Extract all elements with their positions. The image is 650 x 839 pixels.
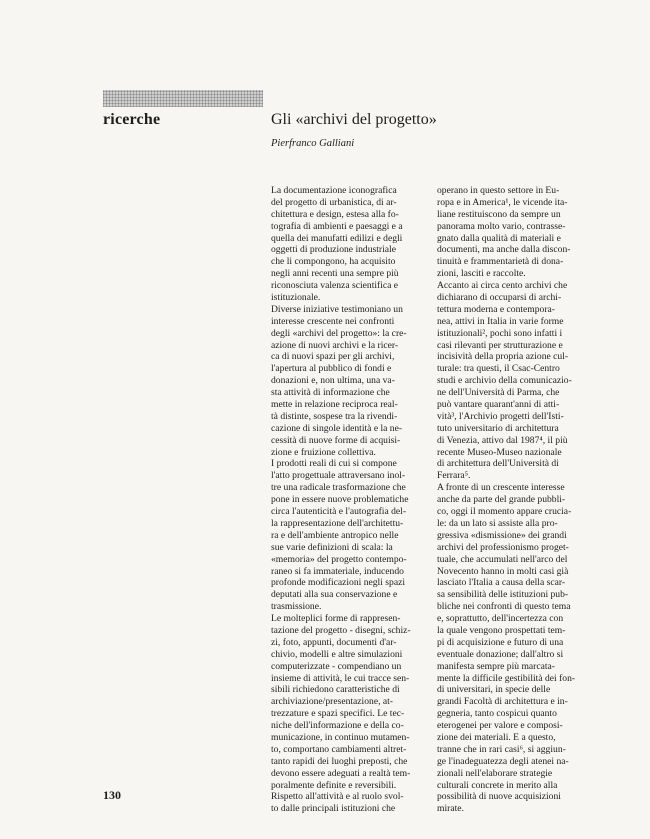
- text-line: che li compongono, ha acquisito: [271, 256, 396, 268]
- text-line: tà distinte, sospese tra la rivendi-: [271, 410, 398, 422]
- text-line: tuale, che accumulati nell'arco del: [437, 553, 568, 565]
- text-line: operano in questo settore in Eu-: [437, 185, 560, 196]
- text-line: profonde modificazioni negli spazi: [271, 577, 406, 589]
- text-line: chitettura e design, estesa alla fo-: [271, 208, 399, 220]
- text-line: zione dei materiali. E a questo,: [437, 731, 556, 743]
- text-line: to dalle principali istituzioni che: [271, 803, 396, 815]
- text-line: ra e dell'ambiente antropico nelle: [271, 529, 399, 541]
- text-line: zione e fruizione collettiva.: [271, 446, 376, 458]
- text-line: dichiarano di occuparsi di archi-: [437, 292, 562, 304]
- text-line: eterogenei per valore e composi-: [437, 720, 563, 732]
- text-line: casi rilevanti per strutturazione e: [437, 339, 563, 351]
- text-line: gressiva «dismissione» dei grandi: [437, 529, 567, 541]
- text-line: Ferrara⁵.: [437, 470, 471, 482]
- page-number: 130: [103, 788, 121, 802]
- text-line: gnato dalla qualità di materiali e: [437, 232, 561, 244]
- text-line: nea, attivi in Italia in varie forme: [437, 315, 564, 327]
- section-label: ricerche: [103, 111, 161, 128]
- text-line: cessità di nuove forme di acquisi-: [271, 434, 401, 446]
- article-author: Pierfranco Galliani: [271, 138, 355, 149]
- text-line: recente Museo-Museo nazionale: [437, 446, 562, 458]
- text-line: niche dell'informazione e della co-: [271, 720, 404, 732]
- text-line: Novecento hanno in molti casi già: [437, 565, 569, 577]
- text-line: Diverse iniziative testimoniano un: [271, 303, 403, 315]
- text-line: panorama molto vario, contrasse-: [437, 220, 566, 232]
- text-line: lasciato l'Italia a causa della scar-: [437, 577, 566, 589]
- text-column-left: [271, 185, 431, 815]
- text-column-right: [437, 185, 597, 815]
- text-line: le: da un lato si assiste alla pro-: [437, 517, 558, 529]
- text-line: l'apertura al pubblico di fondi e: [271, 363, 392, 375]
- text-line: del progetto di urbanistica, di ar-: [271, 196, 397, 208]
- text-line: l'atto progettuale attraversano inol-: [271, 470, 406, 482]
- text-line: I prodotti reali di cui si compone: [271, 458, 397, 470]
- text-line: la rappresentazione dell'architettu-: [271, 517, 404, 529]
- text-line: zioni, lasciti e raccolte.: [437, 268, 526, 280]
- text-line: tazione del progetto - disegni, schiz-: [271, 624, 411, 636]
- text-line: vità³, l'Archivio progetti dell'Isti-: [437, 410, 564, 422]
- text-line: turale: tra questi, il Csac-Centro: [437, 363, 560, 375]
- text-line: anche da parte del grande pubbli-: [437, 494, 566, 506]
- text-line: zionali nell'elaborare strategie: [437, 767, 553, 779]
- text-line: tografia di ambienti e paesaggi e a: [271, 220, 403, 232]
- text-line: ropa e in America¹, le vicende ita-: [437, 196, 568, 208]
- text-line: poralmente definite e reversibili.: [271, 779, 397, 791]
- text-line: interesse crescente nei confronti: [271, 315, 395, 327]
- text-line: degli «archivi del progetto»: la cre-: [271, 327, 407, 339]
- text-line: donazioni e, non ultima, una va-: [271, 375, 395, 387]
- text-line: grandi Facoltà di architettura e in-: [437, 696, 568, 708]
- text-line: incisività della propria azione cul-: [437, 351, 569, 363]
- text-line: tinuità e frammentarietà di dona-: [437, 256, 564, 268]
- text-line: mente la difficile gestibilità dei fon-: [437, 672, 576, 684]
- text-line: zi, foto, appunti, documenti d'ar-: [271, 636, 397, 648]
- text-line: archiviazione/presentazione, at-: [271, 696, 393, 708]
- text-line: liane restituiscono da sempre un: [437, 208, 561, 220]
- text-line: possibilità di nuove acquisizioni: [437, 791, 561, 803]
- text-line: Rispetto all'attività e al ruolo svol-: [271, 791, 404, 803]
- text-line: e, soprattutto, dell'incertezza con: [437, 613, 564, 625]
- text-line: trasmissione.: [271, 601, 322, 613]
- text-line: computerizzate - compendiano un: [271, 660, 402, 672]
- text-line: tranne che in rari casi⁶, si aggiun-: [437, 743, 566, 755]
- text-line: devono essere adeguati a realtà tem-: [271, 767, 411, 779]
- text-line: manifesta sempre più marcata-: [437, 660, 556, 672]
- text-line: archivi del professionismo proget-: [437, 541, 569, 553]
- text-line: «memoria» del progetto contempo-: [271, 553, 407, 565]
- text-line: negli anni recenti una sempre più: [271, 268, 399, 280]
- text-line: cazione di singole identità e la ne-: [271, 422, 403, 434]
- text-line: bliche nei confronti di questo tema: [437, 601, 571, 613]
- text-line: to, comportano cambiamenti altret-: [271, 743, 407, 755]
- text-line: la quale vengono prospettati tem-: [437, 624, 566, 636]
- text-line: gegneria, tanto cospicui quanto: [437, 708, 557, 720]
- text-line: Accanto ai circa cento archivi che: [437, 280, 568, 292]
- text-line: ca di nuovi spazi per gli archivi,: [271, 351, 395, 363]
- text-line: deputati alla sua conservazione e: [271, 589, 398, 601]
- text-line: ne dell'Università di Parma, che: [437, 387, 560, 399]
- text-line: tre una radicale trasformazione che: [271, 482, 406, 494]
- text-line: di universitari, in specie delle: [437, 684, 551, 696]
- text-line: insieme di attività, le cui tracce sen-: [271, 672, 410, 684]
- text-line: pone in essere nuove problematiche: [271, 494, 409, 506]
- text-line: A fronte di un crescente interesse: [437, 482, 565, 494]
- text-line: istituzionali², pochi sono infatti i: [437, 327, 563, 339]
- text-line: La documentazione iconografica: [271, 185, 397, 196]
- text-line: documenti, ma anche dalla discon-: [437, 244, 571, 256]
- text-line: azione di nuovi archivi e la ricer-: [271, 339, 399, 351]
- text-line: municazione, in continuo mutamen-: [271, 731, 410, 743]
- article-title: Gli «archivi del progetto»: [271, 111, 437, 128]
- text-line: sta attività di informazione che: [271, 387, 390, 399]
- text-line: oggetti di produzione industriale: [271, 244, 396, 256]
- section-banner: [103, 90, 263, 107]
- text-line: Le molteplici forme di rappresen-: [271, 613, 401, 625]
- text-line: trezzature e spazi specifici. Le tec-: [271, 708, 405, 720]
- text-line: chivio, modelli e altre simulazioni: [271, 648, 403, 660]
- text-line: mirate.: [437, 803, 464, 815]
- text-line: eventuale donazione; dall'altro si: [437, 648, 564, 660]
- text-line: circa l'autenticità e l'autografia del-: [271, 506, 407, 518]
- text-line: riconosciuta valenza scientifica e: [271, 280, 399, 292]
- text-line: tanto rapidi dei luoghi preposti, che: [271, 755, 408, 767]
- text-line: di architettura dell'Università di: [437, 458, 559, 470]
- text-line: culturali concrete in merito alla: [437, 779, 558, 791]
- text-line: sa sensibilità delle istituzioni pub-: [437, 589, 569, 601]
- text-line: co, oggi il momento appare crucia-: [437, 506, 572, 518]
- text-line: raneo si fa immateriale, inducendo: [271, 565, 404, 577]
- text-line: sue varie definizioni di scala: la: [271, 541, 393, 553]
- text-line: quella dei manufatti edilizi e degli: [271, 232, 403, 244]
- text-line: istituzionale.: [271, 292, 321, 304]
- text-line: tettura moderna e contempora-: [437, 303, 556, 315]
- text-line: ge l'inadeguatezza degli atenei na-: [437, 755, 569, 767]
- text-line: tuto universitario di architettura: [437, 422, 559, 434]
- text-line: studi e archivio della comunicazio-: [437, 375, 572, 387]
- text-line: di Venezia, attivo dal 1987⁴, il più: [437, 434, 568, 446]
- text-line: sibili richiedono caratteristiche di: [271, 684, 400, 696]
- text-line: pi di acquisizione e futuro di una: [437, 636, 564, 648]
- text-line: può vantare quarant'anni di atti-: [437, 399, 560, 411]
- text-line: mette in relazione reciproca real-: [271, 399, 398, 411]
